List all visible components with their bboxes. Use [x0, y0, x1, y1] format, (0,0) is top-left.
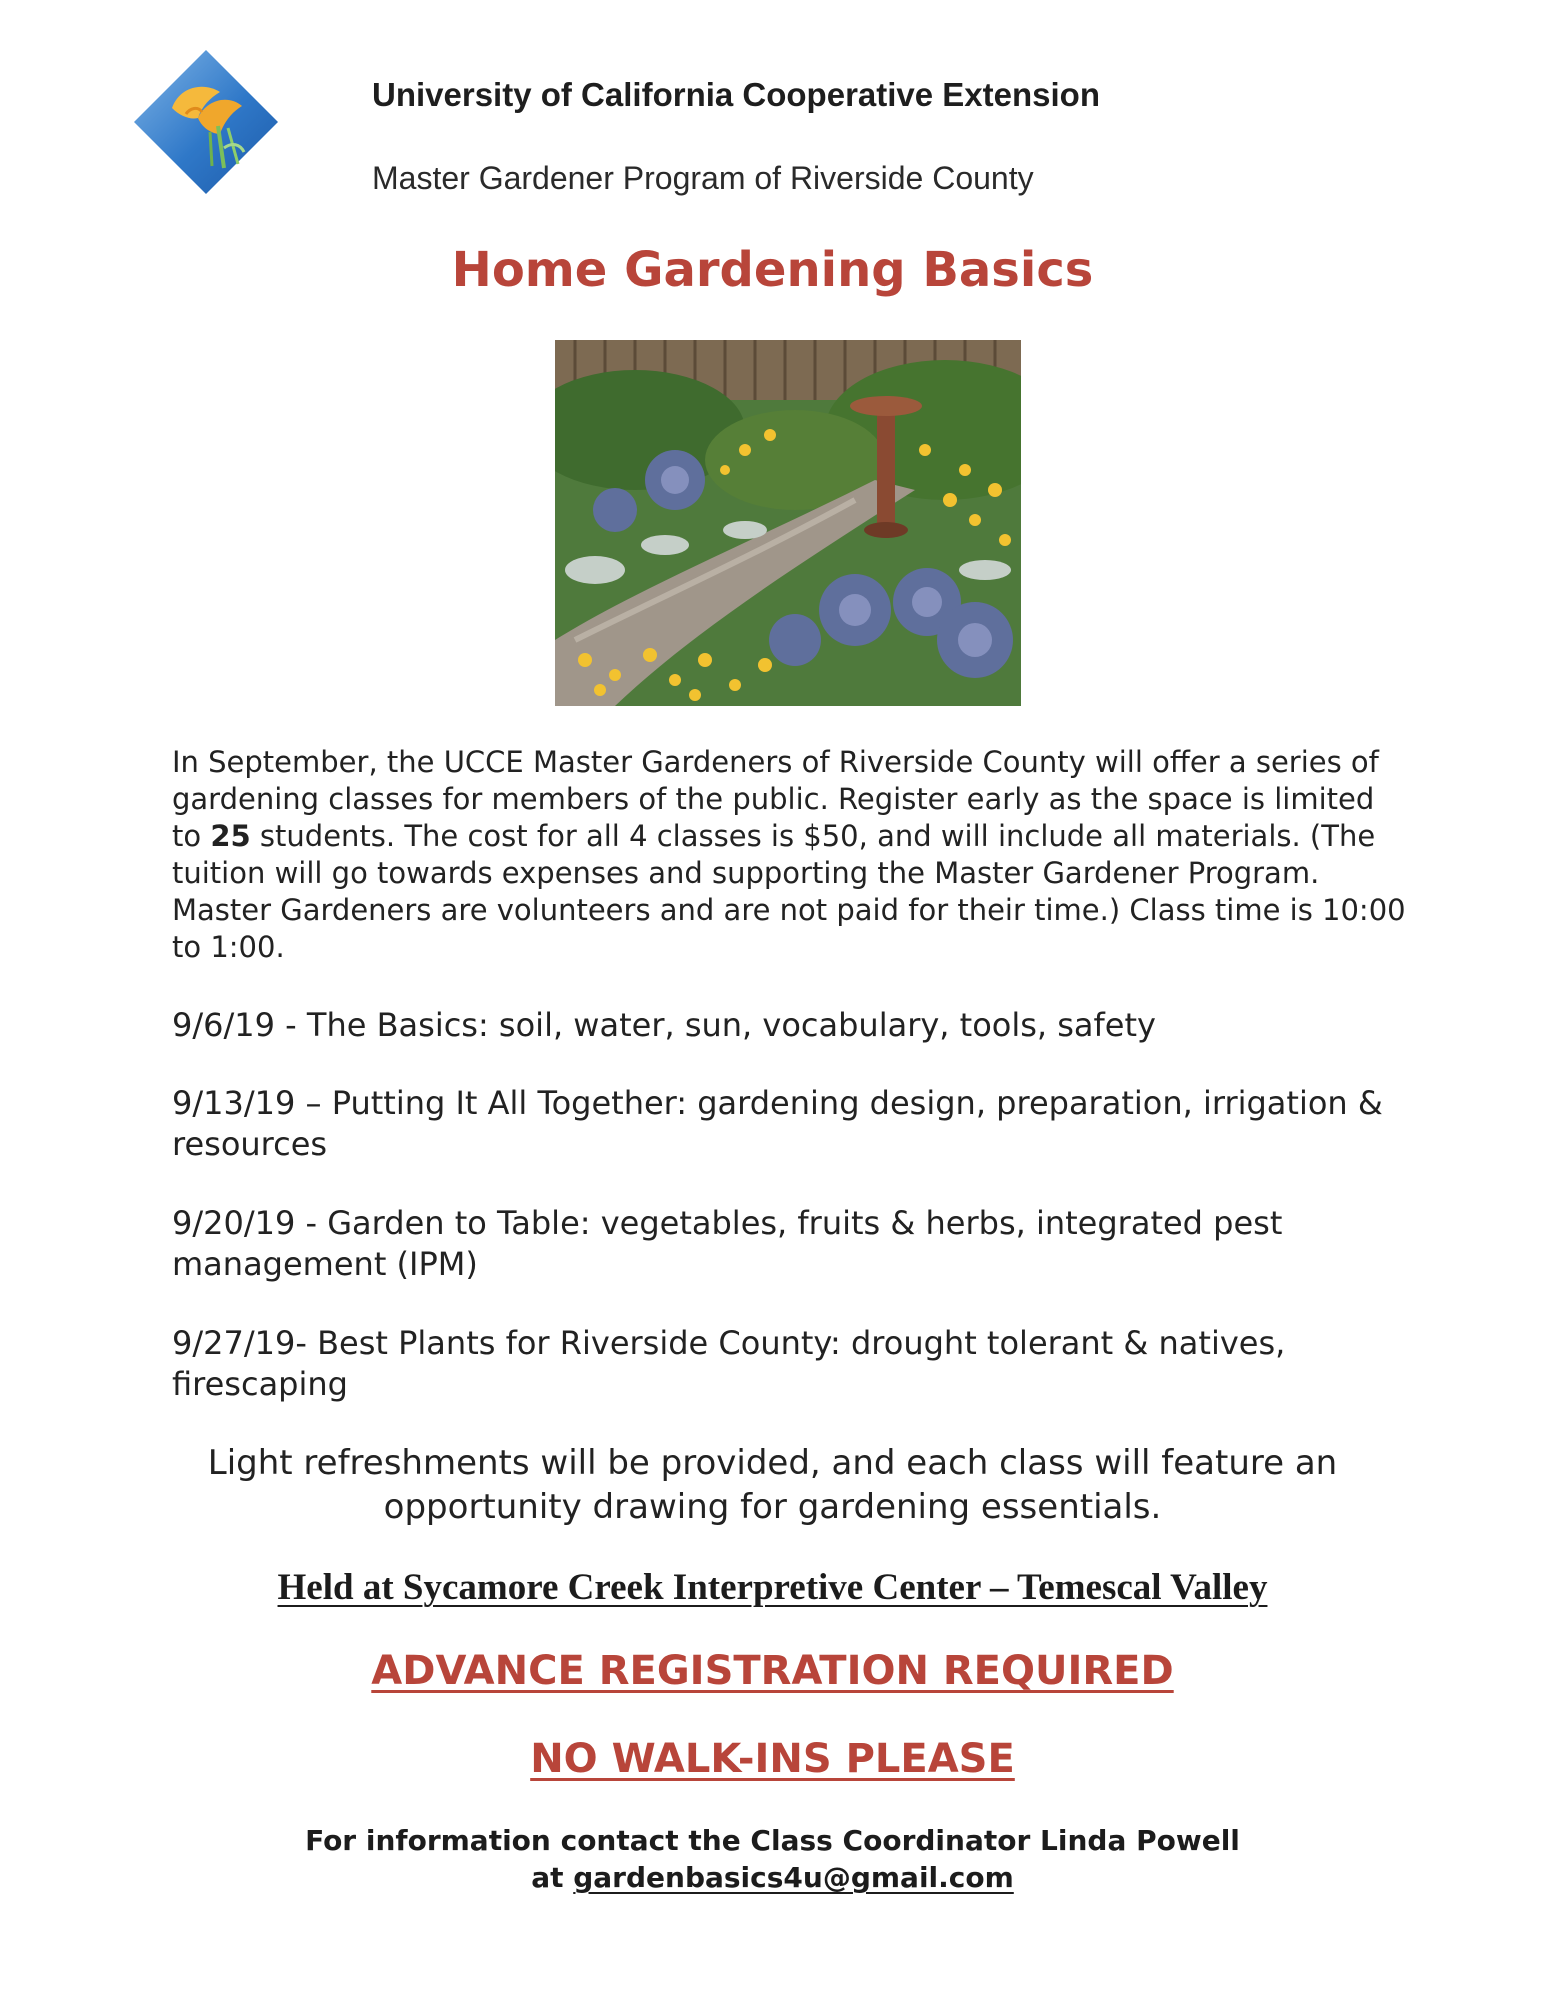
refreshments-note: Light refreshments will be provided, and each class will feature an opportunity drawing for gardening essentials.: [207, 1443, 1338, 1527]
intro-text-part1: In September, the UCCE Master Gardeners of Riverside County will offer a series of gardening classes for members of the public. Register early as the space is limited to: [172, 745, 1379, 853]
program-name: Master Gardener Program of Riverside County: [372, 160, 1034, 196]
registration-required: [0, 1648, 1545, 1694]
registration-required-text: ADVANCE REGISTRATION REQUIRED: [371, 1648, 1174, 1694]
contact-at: at: [531, 1861, 574, 1894]
california-poppy-logo-icon: [132, 48, 280, 196]
student-limit: 25: [210, 819, 251, 853]
contact-info: [0, 1822, 1545, 1896]
contact-line: For information contact the Class Coordinator Linda Powell: [305, 1824, 1240, 1857]
garden-photo-icon: [555, 340, 1021, 706]
venue-line: [0, 1566, 1545, 1609]
organization-name: University of California Cooperative Extension: [372, 76, 1100, 113]
page-title: Home Gardening Basics: [451, 242, 1094, 298]
email-link[interactable]: gardenbasics4u@gmail.com: [573, 1861, 1014, 1894]
venue-text: Held at Sycamore Creek Interpretive Center – Temescal Valley: [277, 1567, 1268, 1608]
no-walk-ins-text: NO WALK-INS PLEASE: [530, 1736, 1015, 1782]
intro-text-part2: students. The cost for all 4 classes is $50, and will include all materials. (The tuition will go towards expenses and supporting the Master Gardener Program. Master Gardeners are volunteers and are not paid for their time.) Class time is 10:00 to 1:00.: [172, 819, 1406, 964]
session-item: 9/20/19 - Garden to Table: vegetables, fruits & herbs, integrated pest management (IPM): [172, 1204, 1283, 1283]
session-item: 9/6/19 - The Basics: soil, water, sun, vocabulary, tools, safety: [172, 1006, 1156, 1044]
session-item: 9/13/19 – Putting It All Together: gardening design, preparation, irrigation & resources: [172, 1084, 1383, 1163]
no-walk-ins: [0, 1736, 1545, 1782]
session-item: 9/27/19- Best Plants for Riverside County: drought tolerant & natives, firescaping: [172, 1324, 1286, 1403]
contact-email-line: [0, 1859, 1545, 1896]
intro-paragraph: [172, 744, 1412, 966]
